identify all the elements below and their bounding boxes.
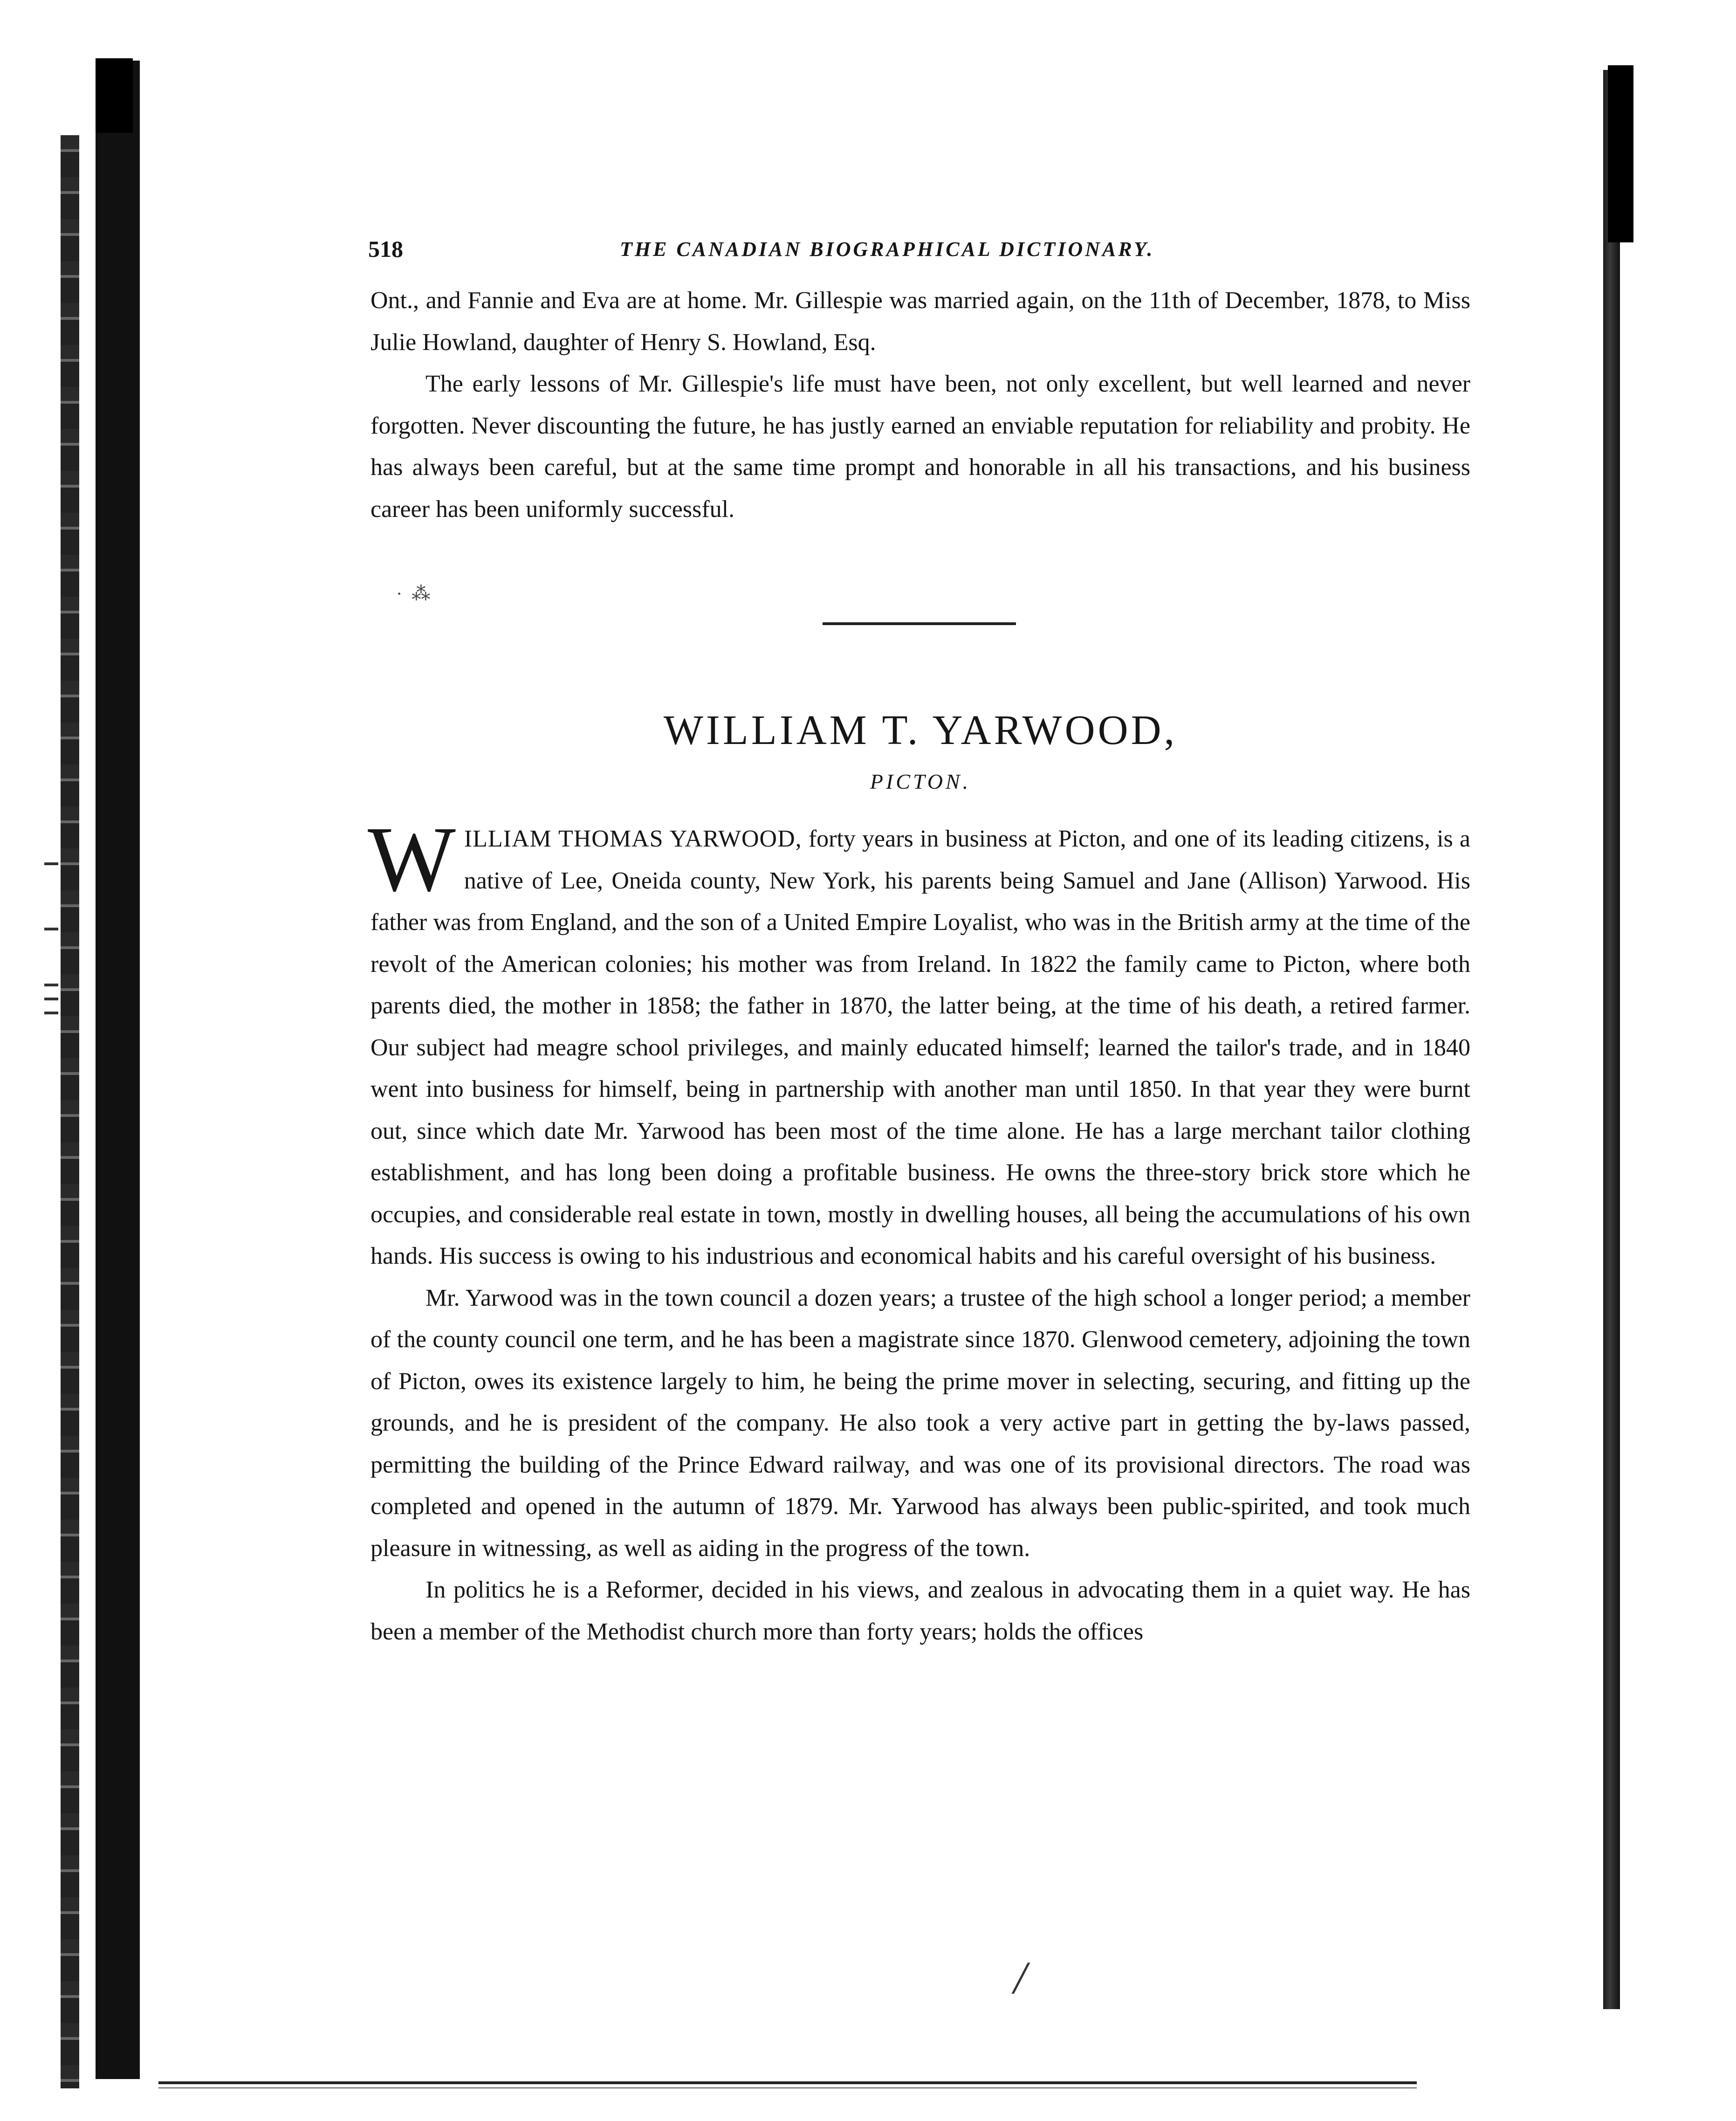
bottom-rule-thin [158,2087,1417,2088]
stray-mark: · ⁂ [396,583,431,604]
bottom-rule [158,2081,1417,2084]
paragraph: Mr. Yarwood was in the town council a dozen years; a trustee of the high school a longer period; a member of the county council one term, and he has been a magistrate since 1870. Glenwood cemetery, adjoining the town of Picton, owes its existence largely to him, he being the prime mover in selecting, securing, and fitting up the grounds, and he is president of the company. He also took a very active part in getting the by-laws passed, permitting the building of the Prince Edward railway, and was one of its provisional directors. The road was completed and opened in the autumn of 1879. Mr. Yarwood has always been public-spirited, and took much pleasure in witnessing, as well as aiding in the progress of the town. [371,1284,1470,1562]
paragraph: In politics he is a Reformer, decided in his views, and zealous in advocating them in a quiet way. He has been a member of the Methodist church more than forty years; holds the offices [371,1577,1470,1645]
section-divider [823,622,1016,625]
paragraph: Ont., and Fannie and Eva are at home. Mr. Gillespie was married again, on the 11th of December, 1878, to Miss Julie Howland, daughter of Henry S. Howland, Esq. [371,287,1470,356]
previous-entry-text [371,280,1470,530]
scan-edge-right-top [1608,65,1633,242]
scan-edge-left-top [96,58,133,133]
paragraph-text: forty years in business at Picton, and one of its leading citizens, is a native of Lee, Oneida county, New York, his parents being Samuel and Jane (Allison) Yarwood. His father was from England, and the son of a United Empire Loyalist, who was in the British army at the time of the revolt of the American colonies; his mother was from Ireland. In 1822 the family came to Picton, where both parents died, the mother in 1858; the father in 1870, the latter being, at the time of his death, a retired farmer. Our subject had meagre school privileges, and mainly educated himself; learned the tailor's trade, and in 1840 went into business for himself, being in partnership with another man until 1850. In that year they were burnt out, since which date Mr. Yarwood has been most of the time alone. He has a large merchant tailor clothing establishment, and has long been doing a profitable business. He owns the three-story brick store which he occupies, and considerable real estate in town, mostly in dwelling houses, all being the accumulations of his own hands. His success is owing to his industrious and economical habits and his careful oversight of his business. [371,826,1470,1269]
article-location: PICTON. [870,770,971,793]
drop-cap: W [368,808,456,911]
scan-margin-marks [44,862,63,1058]
article-body [368,808,1470,1653]
paragraph [368,808,1470,1277]
scan-edge-left [96,61,140,2079]
lead-caps: ILLIAM THOMAS YARWOOD, [464,826,802,852]
running-head: THE CANADIAN BIOGRAPHICAL DICTIONARY. [620,238,1155,261]
article-title: WILLIAM T. YARWOOD, [663,707,1178,753]
page-header [368,235,1473,268]
scan-edge-right [1603,70,1620,2009]
pencil-mark: / [1014,1952,1027,2004]
scan-edge-left-thin [61,135,79,2088]
paragraph: The early lessons of Mr. Gillespie's life must have been, not only excellent, but well learned and never forgotten. Never discounting the future, he has justly earned an enviable reputation for reliability and probity. He has always been careful, but at the same time prompt and honorable in all his transactions, and his business career has been uniformly successful. [371,371,1470,523]
page-number: 518 [368,236,403,262]
